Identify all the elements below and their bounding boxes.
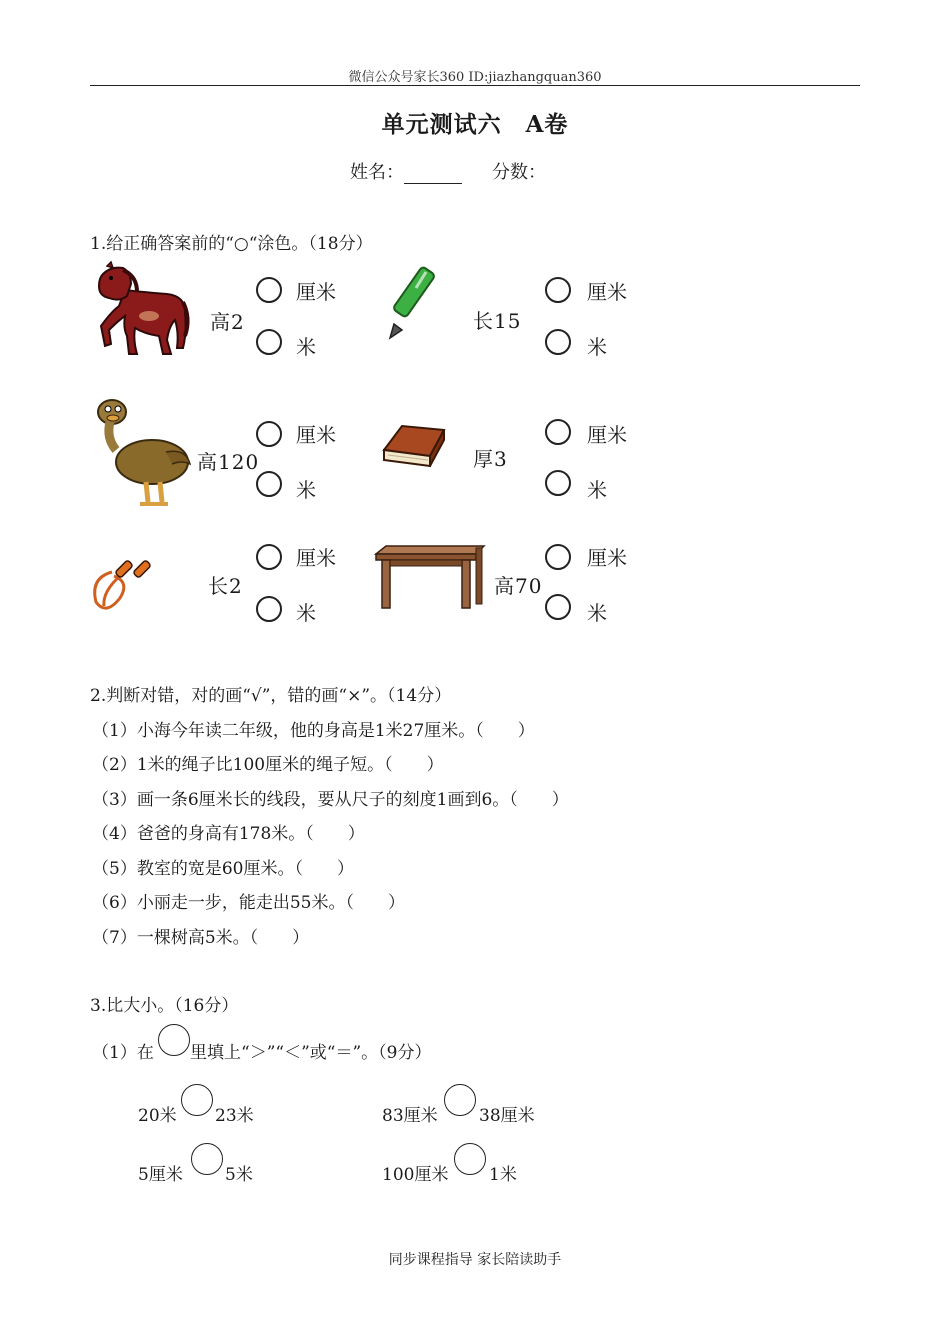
table-icon (376, 546, 486, 610)
pen-m-label: 米 (587, 335, 607, 359)
score-label: 分数： (492, 162, 546, 183)
q1-heading: 1.给正确答案前的“○“涂色。（18分） (90, 234, 373, 254)
q2-item: （2）1米的绳子比100厘米的绳子短。（ ） (92, 755, 444, 775)
compare-right: 38厘米 (479, 1106, 535, 1126)
compare-left: 83厘米 (382, 1106, 438, 1126)
rope-m-label: 米 (296, 601, 316, 625)
page-title: 单元测试六 A卷 (381, 111, 569, 138)
q2-item: （3）画一条6厘米长的线段，要从尺子的刻度1画到6。（ ） (92, 790, 569, 810)
table-m-label: 米 (587, 601, 607, 625)
q2-item: （4）爸爸的身高有178米。（ ） (92, 824, 365, 844)
q3-sub1-post: 里填上“＞”“＜”或“＝”。（9分） (190, 1043, 432, 1063)
rope-measure: 长2 (208, 574, 243, 598)
compare-left: 20米 (138, 1106, 177, 1126)
compare-right: 1米 (489, 1165, 517, 1185)
pen-m-circle[interactable] (545, 329, 571, 355)
q2-item: （1）小海今年读二年级，他的身高是1米27厘米。（ ） (92, 721, 535, 741)
horse-cm-circle[interactable] (256, 277, 282, 303)
table-m-circle[interactable] (545, 594, 571, 620)
q2-item: （6）小丽走一步，能走出55米。（ ） (92, 893, 405, 913)
ostrich-m-label: 米 (296, 478, 316, 502)
compare-right: 23米 (215, 1106, 254, 1126)
ostrich-m-circle[interactable] (256, 471, 282, 497)
horse-cm-label: 厘米 (296, 280, 336, 304)
compare-right: 5米 (225, 1165, 253, 1185)
page-header: 微信公众号家长360 ID:jiazhangquan360 (348, 70, 602, 85)
q2-heading: 2.判断对错，对的画“√”，错的画“×”。（14分） (90, 686, 452, 706)
ostrich-measure: 高120 (197, 450, 260, 474)
name-field[interactable] (404, 165, 462, 184)
rope-cm-label: 厘米 (296, 546, 336, 570)
compare-circle[interactable] (444, 1084, 476, 1116)
rope-m-circle[interactable] (256, 596, 282, 622)
horse-m-label: 米 (296, 335, 316, 359)
book-icon (380, 420, 446, 468)
ostrich-cm-label: 厘米 (296, 423, 336, 447)
pen-cm-circle[interactable] (545, 277, 571, 303)
table-measure: 高70 (494, 574, 543, 598)
pen-cm-label: 厘米 (587, 280, 627, 304)
header-rule (90, 85, 860, 86)
q2-item: （7）一棵树高5米。（ ） (92, 928, 310, 948)
book-m-circle[interactable] (545, 470, 571, 496)
book-cm-circle[interactable] (545, 419, 571, 445)
ostrich-icon (96, 398, 192, 512)
rope-cm-circle[interactable] (256, 544, 282, 570)
name-score-line (350, 158, 546, 184)
book-cm-label: 厘米 (587, 423, 627, 447)
book-m-label: 米 (587, 478, 607, 502)
compare-circle[interactable] (181, 1084, 213, 1116)
table-cm-label: 厘米 (587, 546, 627, 570)
table-cm-circle[interactable] (545, 544, 571, 570)
pen-measure: 长15 (473, 309, 522, 333)
book-measure: 厚3 (473, 447, 508, 471)
sample-compare-circle (158, 1024, 190, 1056)
compare-left: 100厘米 (382, 1165, 449, 1185)
compare-circle[interactable] (191, 1143, 223, 1175)
q3-heading: 3.比大小。（16分） (90, 996, 239, 1016)
jump-rope-icon (90, 558, 154, 614)
compare-circle[interactable] (454, 1143, 486, 1175)
page-footer: 同步课程指导 家长陪读助手 (388, 1252, 562, 1268)
q3-sub1-pre: （1）在 (92, 1043, 154, 1063)
q2-item: （5）教室的宽是60厘米。（ ） (92, 859, 354, 879)
horse-icon (97, 262, 191, 360)
name-label: 姓名： (350, 162, 404, 183)
compare-left: 5厘米 (138, 1165, 183, 1185)
ostrich-cm-circle[interactable] (256, 421, 282, 447)
pen-icon (386, 266, 442, 340)
horse-measure: 高2 (210, 310, 245, 334)
horse-m-circle[interactable] (256, 329, 282, 355)
